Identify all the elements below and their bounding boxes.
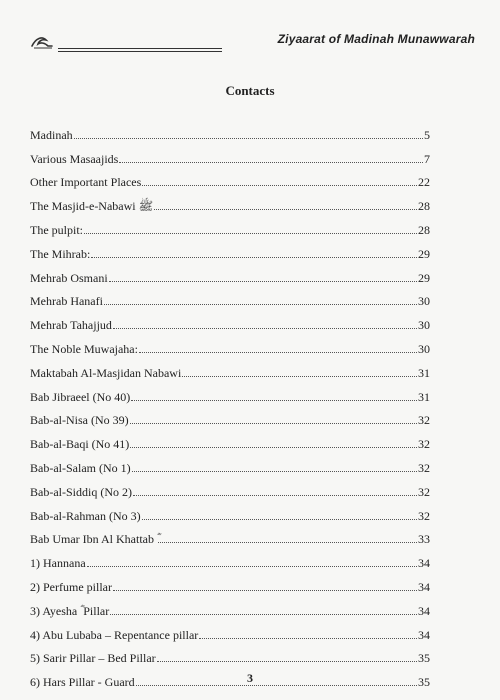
toc-entry-title: Mehrab Tahajjud: [30, 318, 112, 333]
toc-entry: [30, 451, 430, 475]
toc-entry: [30, 237, 430, 261]
dot-leader: [157, 660, 417, 662]
toc-entry-page: 7: [424, 151, 430, 166]
toc-entry-title: Bab Jibraeel (No 40): [30, 389, 131, 404]
toc-entry-title: 4) Abu Lubaba – Repentance pillar: [30, 627, 199, 642]
dot-leader: [142, 184, 417, 186]
toc-entry-page: 32: [418, 484, 430, 499]
dot-leader: [131, 399, 417, 401]
toc-entry-page: 33: [418, 532, 430, 547]
toc-entry-title: Bab-al-Siddiq (No 2): [30, 484, 132, 499]
toc-entry-page: 35: [418, 651, 430, 666]
toc-entry-title: 3) Ayesha ؓ Pillar: [30, 603, 110, 618]
toc-entry: [30, 285, 430, 309]
toc-entry-page: 29: [418, 246, 430, 261]
ornament-icon: [30, 34, 54, 50]
toc-entry-title: Maktabah Al-Masjidan Nabawi: [30, 365, 182, 380]
toc-entry-page: 30: [418, 318, 430, 333]
toc-entry-title: Mehrab Hanafi: [30, 294, 103, 309]
toc-entry-page: 28: [418, 222, 430, 237]
toc-entry-title: Bab-al-Baqi (No 41): [30, 437, 130, 452]
toc-entry: [30, 332, 430, 356]
toc-entry: [30, 189, 430, 213]
dot-leader: [104, 303, 417, 305]
toc-entry: [30, 427, 430, 451]
toc-heading: Contacts: [225, 83, 275, 98]
dot-leader: [130, 422, 417, 424]
toc-entry-title: The Masjid-e-Nabawi ﷺ: [30, 199, 154, 214]
dot-leader: [84, 232, 417, 234]
dot-leader: [74, 137, 423, 139]
toc-entry: [30, 642, 430, 666]
toc-entry: [30, 142, 430, 166]
toc-entry-title: Bab Umar Ibn Al Khattab ؓ: [30, 532, 157, 547]
table-of-contents: [30, 118, 430, 689]
toc-entry-page: 28: [418, 199, 430, 214]
dot-leader: [199, 637, 417, 639]
dot-leader: [154, 208, 417, 210]
toc-entry: [30, 523, 430, 547]
dot-leader: [142, 518, 417, 520]
toc-entry-page: 35: [418, 675, 430, 690]
toc-entry-page: 32: [418, 413, 430, 428]
dot-leader: [133, 494, 417, 496]
header-rule: [58, 48, 222, 52]
toc-entry-title: 6) Hars Pillar - Guard: [30, 675, 135, 690]
dot-leader: [132, 470, 417, 472]
dot-leader: [109, 280, 417, 282]
toc-entry-page: 34: [418, 627, 430, 642]
header-title: Ziyaarat of Madinah Munawwarah: [277, 32, 475, 46]
toc-entry: [30, 404, 430, 428]
toc-entry-page: 32: [418, 508, 430, 523]
toc-entry: [30, 261, 430, 285]
toc-entry: [30, 594, 430, 618]
toc-entry: [30, 166, 430, 190]
page-number: 3: [247, 671, 253, 685]
toc-entry-page: 31: [418, 389, 430, 404]
toc-entry-title: The Noble Muwajaha:: [30, 341, 138, 356]
dot-leader: [119, 161, 423, 163]
toc-entry-page: 30: [418, 341, 430, 356]
toc-entry-page: 32: [418, 437, 430, 452]
toc-entry-page: 22: [418, 175, 430, 190]
toc-entry-page: 30: [418, 294, 430, 309]
toc-entry-title: 2) Perfume pillar: [30, 579, 112, 594]
toc-entry-page: 34: [418, 556, 430, 571]
toc-entry-title: 5) Sarir Pillar – Bed Pillar: [30, 651, 156, 666]
toc-entry-title: Other Important Places: [30, 175, 142, 190]
toc-entry-title: Bab-al-Nisa (No 39): [30, 413, 129, 428]
toc-entry-title: The pulpit:: [30, 222, 83, 237]
toc-entry: [30, 499, 430, 523]
toc-entry-title: Mehrab Osmani: [30, 270, 108, 285]
dot-leader: [158, 541, 417, 543]
dot-leader: [87, 565, 417, 567]
toc-entry-title: 1) Hannana: [30, 556, 86, 571]
dot-leader: [113, 589, 417, 591]
toc-entry: [30, 118, 430, 142]
toc-entry-page: 29: [418, 270, 430, 285]
toc-entry-title: Bab-al-Rahman (No 3): [30, 508, 141, 523]
toc-entry-title: Bab-al-Salam (No 1): [30, 460, 131, 475]
toc-entry: [30, 570, 430, 594]
toc-entry-page: 32: [418, 460, 430, 475]
toc-entry: [30, 546, 430, 570]
toc-entry: [30, 308, 430, 332]
toc-entry: [30, 213, 430, 237]
dot-leader: [110, 613, 417, 615]
running-header: [30, 32, 475, 54]
dot-leader: [182, 375, 417, 377]
toc-entry: [30, 380, 430, 404]
dot-leader: [139, 351, 417, 353]
toc-entry-title: The Mihrab:: [30, 246, 91, 261]
toc-entry-title: Madinah: [30, 127, 73, 142]
toc-entry: [30, 356, 430, 380]
toc-entry-title: Various Masaajids: [30, 151, 119, 166]
toc-entry: [30, 618, 430, 642]
dot-leader: [91, 256, 417, 258]
toc-entry-page: 31: [418, 365, 430, 380]
toc-entry-page: 34: [418, 603, 430, 618]
toc-entry: [30, 475, 430, 499]
toc-entry-page: 5: [424, 127, 430, 142]
toc-entry-page: 34: [418, 579, 430, 594]
dot-leader: [113, 327, 417, 329]
dot-leader: [130, 446, 417, 448]
